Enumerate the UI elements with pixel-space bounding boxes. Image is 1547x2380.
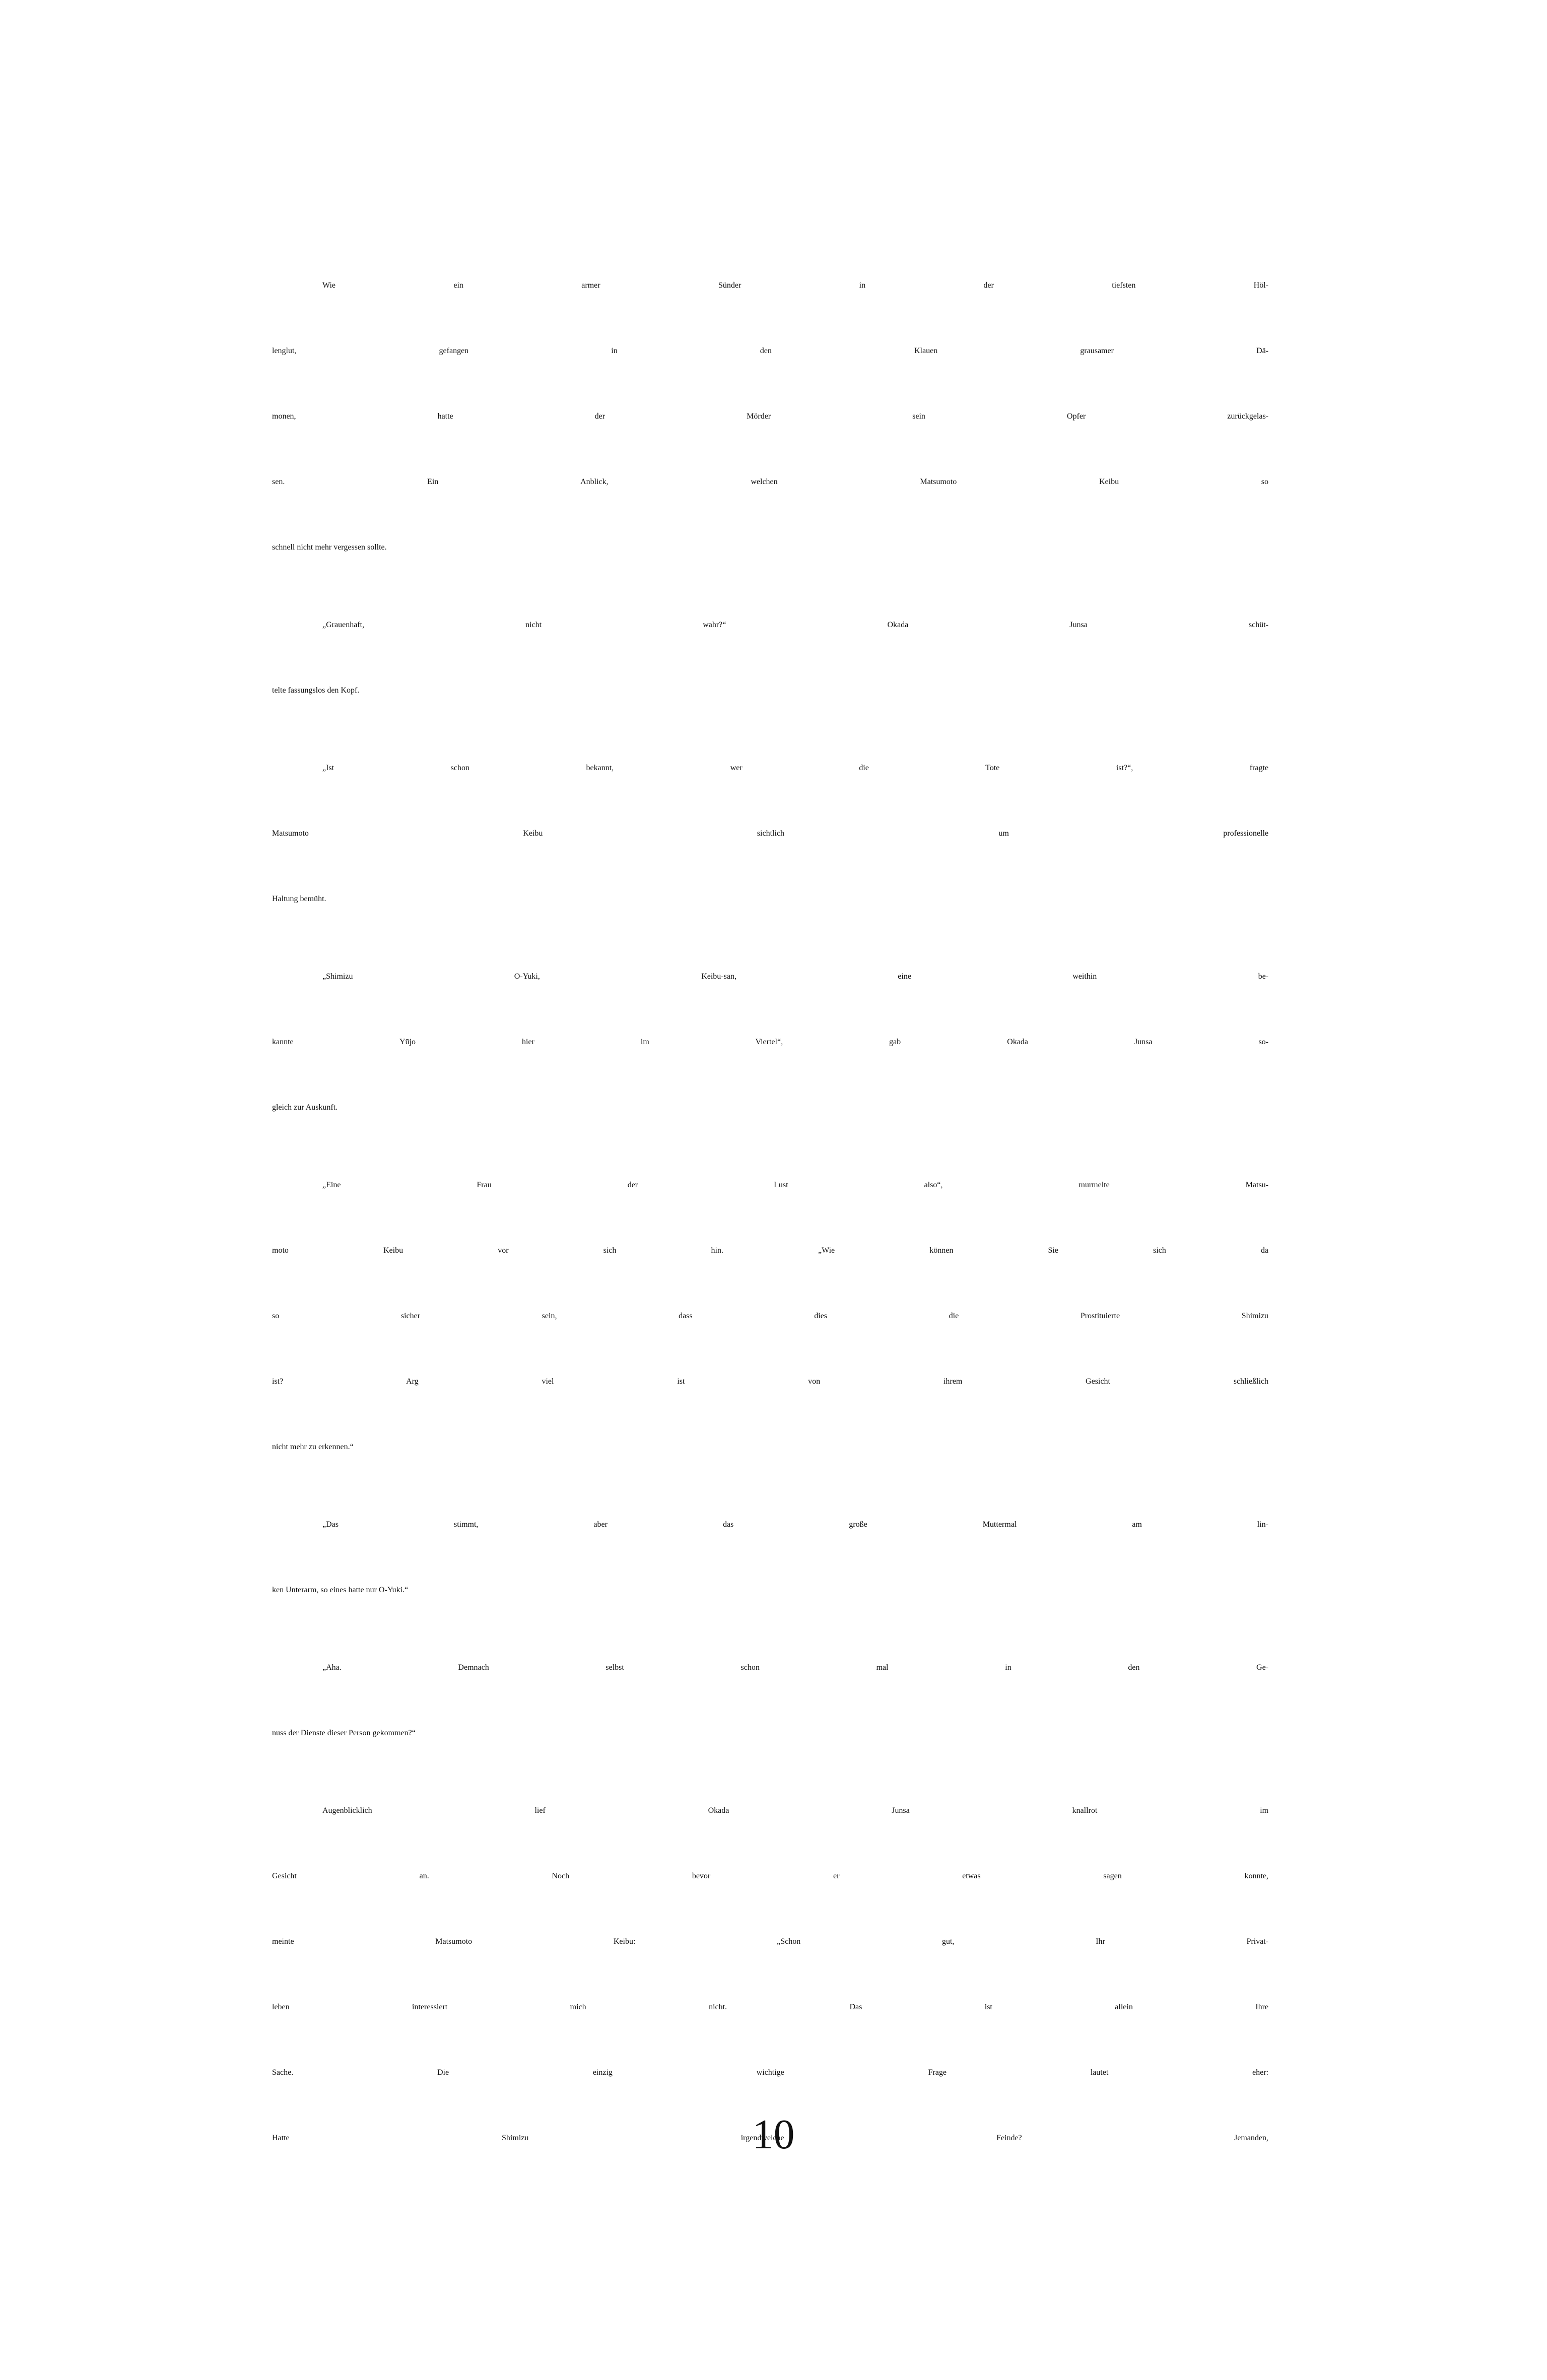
text-line: Wie ein armer Sünder in der tiefsten Höl- <box>322 281 1268 290</box>
text-line: gleich zur Auskunft. <box>272 1103 338 1112</box>
text-line: „Das stimmt, aber das große Muttermal am lin- <box>322 1520 1268 1529</box>
text-line: telte fassungslos den Kopf. <box>272 686 360 695</box>
text-line: nicht mehr zu erkennen.“ <box>272 1443 354 1451</box>
text-line: Sache. Die einzig wichtige Frage lautet eher: <box>272 2068 1268 2077</box>
text-line: schnell nicht mehr vergessen sollte. <box>272 543 387 552</box>
text-line: „Shimizu O-Yuki, Keibu-san, eine weithin be- <box>322 972 1268 981</box>
text-line: „Ist schon bekannt, wer die Tote ist?“, fragte <box>322 764 1268 772</box>
text-line: Augenblicklich lief Okada Junsa knallrot im <box>322 1806 1268 1815</box>
text-line: moto Keibu vor sich hin. „Wie können Sie sich da <box>272 1246 1268 1255</box>
text-line: Gesicht an. Noch bevor er etwas sagen konnte, <box>272 1872 1268 1880</box>
text-line: Hatte Shimizu irgendwelche Feinde? Jemanden, <box>272 2134 1268 2142</box>
text-line: lenglut, gefangen in den Klauen grausamer Dä- <box>272 347 1268 355</box>
text-line: Haltung bemüht. <box>272 895 326 903</box>
text-line: Matsumoto Keibu sichtlich um professionelle <box>272 829 1268 838</box>
text-line: „Aha. Demnach selbst schon mal in den Ge- <box>322 1663 1268 1672</box>
text-line: nuss der Dienste dieser Person gekommen?“ <box>272 1729 416 1737</box>
text-line: „Grauenhaft, nicht wahr?“ Okada Junsa schüt- <box>322 621 1268 629</box>
text-line: monen, hatte der Mörder sein Opfer zurückgelas- <box>272 412 1268 421</box>
text-line: ken Unterarm, so eines hatte nur O-Yuki.“ <box>272 1586 409 1594</box>
text-line: kannte Yūjo hier im Viertel“, gab Okada Junsa so- <box>272 1038 1268 1046</box>
body-text <box>272 281 1268 2199</box>
text-line: ist? Arg viel ist von ihrem Gesicht schließlich <box>272 1377 1268 1386</box>
text-line: meinte Matsumoto Keibu: „Schon gut, Ihr Privat- <box>272 1937 1268 1946</box>
text-line: so sicher sein, dass dies die Prostituierte Shimizu <box>272 1312 1268 1320</box>
text-line: leben interessiert mich nicht. Das ist allein Ihre <box>272 2003 1268 2011</box>
text-line: „Eine Frau der Lust also“, murmelte Matsu- <box>322 1181 1268 1189</box>
page-number: 10 <box>752 2111 795 2158</box>
text-line: sen. Ein Anblick, welchen Matsumoto Keibu so <box>272 478 1268 486</box>
